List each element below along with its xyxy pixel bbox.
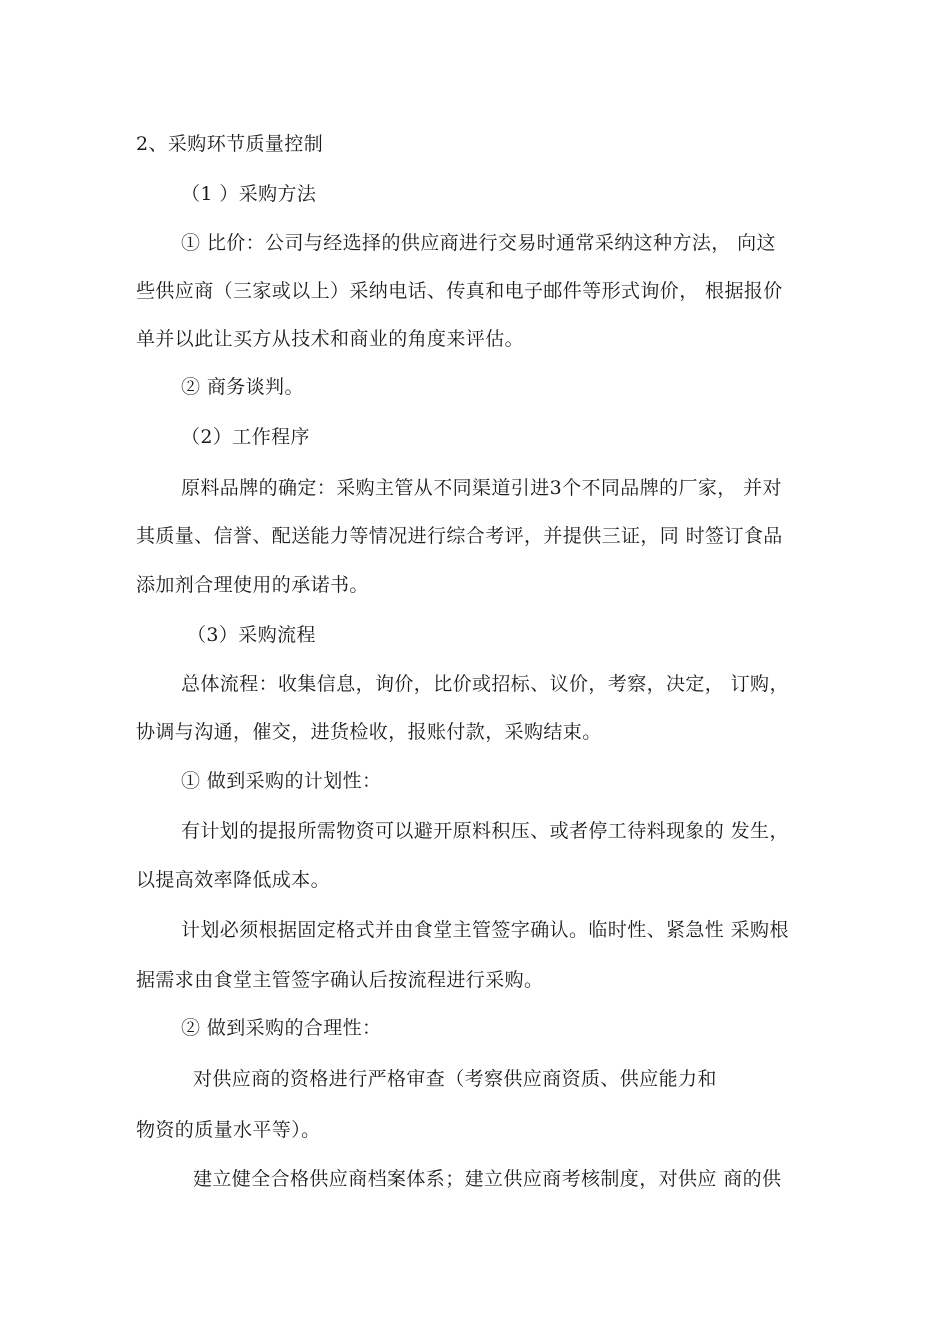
paragraph-line: 有计划的提报所需物资可以避开原料积压、或者停工待料现象的 发生， xyxy=(181,820,789,842)
paragraph-line: 建立健全合格供应商档案体系；建立供应商考核制度，对供应 商的供 xyxy=(193,1168,782,1190)
subsection-heading: （1 ）采购方法 xyxy=(181,183,317,205)
section-heading: 2、采购环节质量控制 xyxy=(136,133,324,155)
paragraph-line: 物资的质量水平等）。 xyxy=(136,1119,321,1141)
paragraph-line: 些供应商（三家或以上）采纳电话、传真和电子邮件等形式询价， 根据报价 xyxy=(136,280,783,302)
subsection-heading: （3）采购流程 xyxy=(187,624,316,646)
paragraph-line: ② 商务谈判。 xyxy=(181,376,304,398)
paragraph-line: 单并以此让买方从技术和商业的角度来评估。 xyxy=(136,328,525,350)
paragraph-line: 计划必须根据固定格式并由食堂主管签字确认。临时性、紧急性 采购根 xyxy=(181,919,789,941)
paragraph-line: 原料品牌的确定：采购主管从不同渠道引进3个不同品牌的厂家， 并对 xyxy=(181,477,782,499)
paragraph-line: 其质量、信誉、配送能力等情况进行综合考评，并提供三证，同 时签订食品 xyxy=(136,525,783,547)
paragraph-line: 协调与沟通，催交，进货检收，报账付款，采购结束。 xyxy=(136,721,602,743)
paragraph-line: ② 做到采购的合理性： xyxy=(181,1017,382,1039)
paragraph-line: 以提高效率降低成本。 xyxy=(136,869,331,891)
paragraph-line: 据需求由食堂主管签字确认后按流程进行采购。 xyxy=(136,969,544,991)
paragraph-line: 对供应商的资格进行严格审查（考察供应商资质、供应能力和 xyxy=(193,1068,717,1090)
paragraph-line: ① 做到采购的计划性： xyxy=(181,770,382,792)
paragraph-line: ① 比价：公司与经选择的供应商进行交易时通常采纳这种方法， 向这 xyxy=(181,232,776,254)
paragraph-line: 添加剂合理使用的承诺书。 xyxy=(136,574,369,596)
subsection-heading: （2）工作程序 xyxy=(181,426,310,448)
paragraph-line: 总体流程：收集信息，询价，比价或招标、议价，考察，决定， 订购， xyxy=(181,673,789,695)
